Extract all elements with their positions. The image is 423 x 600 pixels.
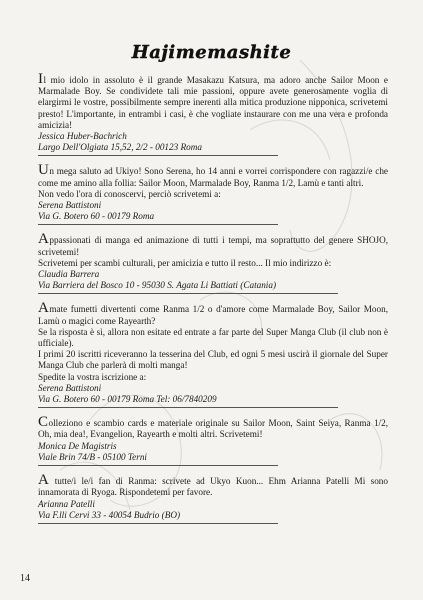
letter-5: [38, 414, 388, 466]
letter-3: [38, 231, 388, 294]
letter-body: [38, 300, 388, 326]
letter-address: Viale Brin 74/B - 05100 Terni: [38, 452, 278, 466]
paragraph: n mega saluto ad Ukiyo! Sono Serena, ho 14 anni e vorrei corrispondere con ragazzi/e che come me amino alla follia: Sailor Moon, Marmalade Boy, Ranma 1/2, Lamù e tanti altri.: [38, 166, 388, 188]
letter-body: [38, 414, 388, 440]
drop-cap: A: [38, 472, 49, 489]
letter-body: [38, 472, 388, 498]
letter-signature: Claudia Barrera: [38, 269, 100, 280]
letter-signature: Serena Battistoni: [38, 200, 102, 211]
letter-2: [38, 162, 388, 225]
letter-signature: Arianna Patelli: [38, 498, 95, 509]
letter-body: [38, 162, 388, 188]
paragraph: olleziono e scambio cards e materiale originale su Sailor Moon, Saint Seiya, Ranma 1/2, Oh, mia dea!, Evangelion, Rayearth e molti altri. Scrivetemi!: [38, 418, 388, 440]
drop-cap: A: [38, 300, 49, 317]
drop-cap: A: [38, 231, 49, 248]
letter-signature: Jessica Huber-Bachrich: [38, 131, 127, 142]
letter-body: [38, 71, 388, 131]
paragraph: l mio idolo in assoluto è il grande Masakazu Katsura, ma adoro anche Sailor Moon e Marmalade Boy. Se condividete tali mie passioni, oppure avete generosamente voglia di elargirmi le vostre, possibilmente sempre inerenti alla mitica produzione nipponica, scrivetemi presto! L'importante, in entrambi i casi, è che vogliate instaurare con me una vera e profonda amicizia!: [38, 75, 388, 130]
paragraph: Se la risposta è sì, allora non esitate ed entrate a far parte del Super Manga Club (il club non è ufficiale).: [38, 326, 388, 349]
letter-address: Via G. Botero 60 - 00179 Roma: [38, 211, 278, 225]
letter-4: [38, 300, 388, 408]
paragraph: tutte/i le/i fan di Ranma: scrivete ad Ukyo Kuon... Ehm Arianna Patelli Mi sono innamorata di Ryoga. Rispondetemi per favore.: [38, 476, 388, 498]
drop-cap: U: [38, 162, 49, 179]
paragraph: Non vedo l'ora di conoscervi, perciò scrivetemi a:: [38, 188, 221, 199]
paragraph: I primi 20 iscritti riceveranno la tesserina del Club, ed ogni 5 mesi uscirà il giornale del Super Manga Club che parlerà di molti manga!: [38, 349, 388, 371]
letter-address: Largo Dell'Olgiata 15,52, 2/2 - 00123 Roma: [38, 142, 278, 156]
drop-cap: I: [38, 71, 43, 87]
page-number: 14: [20, 573, 30, 584]
letter-address: Via G. Botero 60 - 00179 Roma Tel: 06/7840209: [38, 394, 338, 408]
letter-address: Via F.lli Cervi 33 - 40054 Budrio (BO): [38, 510, 278, 524]
letter-address: Via Barriera del Bosco 10 - 95030 S. Agata Li Battiati (Catania): [38, 280, 338, 294]
letter-body: [38, 231, 388, 257]
paragraph: mate fumetti divertenti come Ranma 1/2 o d'amore come Marmalade Boy, Sailor Moon, Lamù o magici come Rayearth?: [38, 304, 388, 326]
letter-6: [38, 472, 388, 524]
paragraph: ppassionati di manga ed animazione di tutti i tempi, ma soprattutto del genere SHOJO, scrivetemi!: [38, 235, 388, 257]
drop-cap: C: [38, 414, 49, 431]
paragraph: Scrivetemi per scambi culturali, per amicizia e tutto il resto... Il mio indirizzo è:: [38, 257, 332, 268]
letter-signature: Monica De Magistris: [38, 440, 117, 451]
letters-column: [38, 71, 388, 533]
letter-signature: Serena Battistoni: [38, 382, 102, 393]
paragraph: Spedite la vostra iscrizione a:: [38, 371, 147, 382]
letter-1: [38, 71, 388, 156]
page-title: Hajimemashite: [131, 42, 292, 63]
